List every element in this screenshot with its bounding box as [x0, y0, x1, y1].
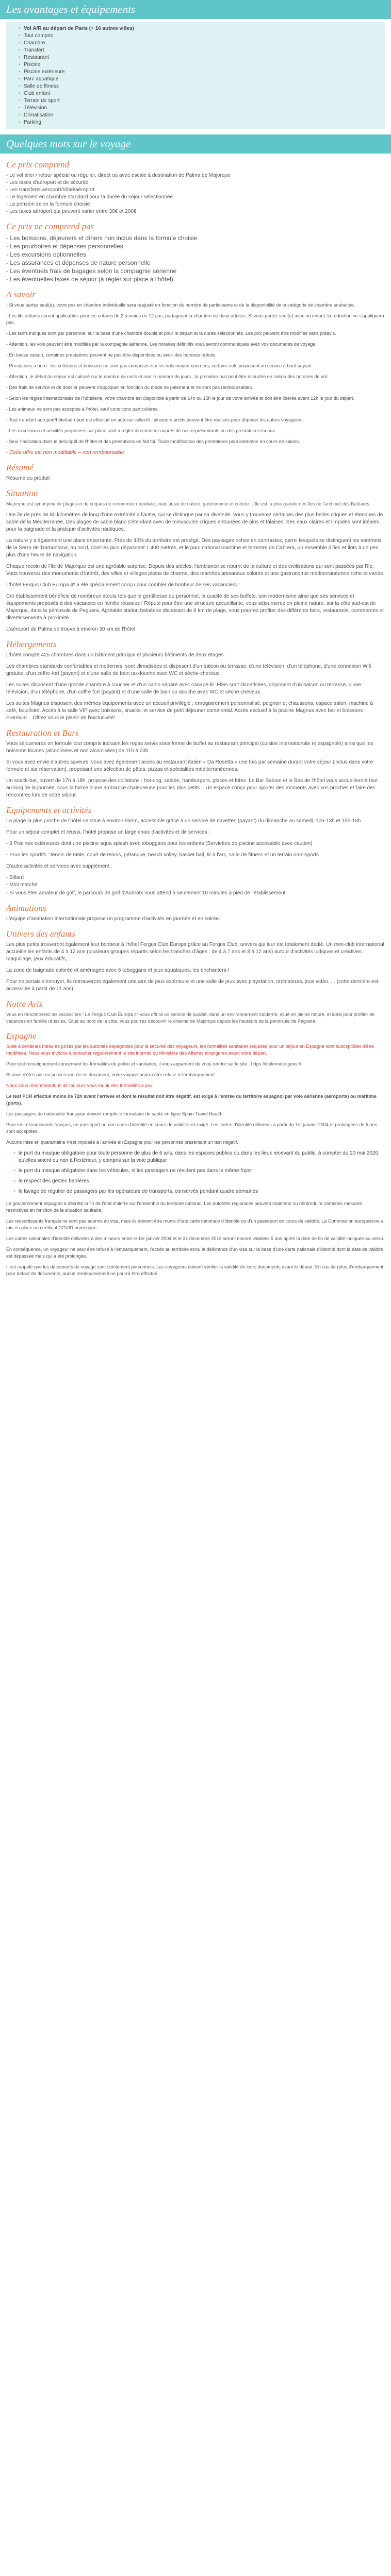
prix-ne-comprend-item: - Les excursions optionnelles [6, 251, 86, 258]
heading-notre-avis: Notre Avis [6, 999, 43, 1009]
prix-comprend-item: - La pension selon la formule choisie [6, 201, 90, 207]
espagne-after [6, 1200, 385, 1277]
notre-avis-text: Vous en rencontrerez les vacanciers ! Le Fergus Club Europa 4* vous offrira un service de qualité, dans un environnement moderne, situé en pleine nature, et idéal pour profiter de vacances en famille réussies. Situé au bord de la côte, vous pourrez découvrir le charme de Majorque depuis les hauteurs de la péninsule de Peguera. [6, 1012, 375, 1024]
prix-comprend-item: - Le logement en chambre standard pour la durée du séjour sélectionnée [6, 194, 173, 200]
univers-paragraph: La zone de baignade colorée et aménagée avec 6 toboggans et jeux aquatiques, les enchantera ! [6, 968, 230, 973]
avantage-item: • Salle de fitness [19, 83, 380, 90]
content-block [0, 160, 391, 1277]
univers-paragraph: Pour ne jamais s'ennuyer, ils retrouveront également une aire de jeux extérieure et une salle de jeux avec playstation, ordinateurs, jeux vidéo, ... (cette dernière est accessible à partir de 11 ans). [6, 979, 379, 992]
prix-ne-comprend-item: - Les assurances et dépenses de nature personnelle [6, 259, 151, 266]
espagne-bullets [6, 1150, 385, 1195]
avantage-item: • Restaurant [19, 54, 380, 61]
avantage-item: • Tout compris [19, 32, 380, 40]
situation-paragraph: La nature y a également une place importante. Près de 40% du territoire est protégé. Des paysages riches en contrastes, parmi lesquels se distinguent les sommets de la Serra de Tramuntana, au nord, dont les pics dépassent 1 400 mètres, et le parc national maritime et terrestre de Cabrera, un ensemble d'îles et îlots à un peu plus d'une heure de navigation. [6, 538, 382, 558]
situation-paragraph: L'hôtel Fergus Club Europa 4* a été spécialement conçu pour combler de bonheur de ses vacanciers ! [6, 582, 240, 588]
equipements-paragraph: - Mini marché [6, 882, 38, 888]
savoir-paragraph: - Les excursions et activités proposées sur place sont à régler directement auprès de nos représentants ou des prestataires locaux. [6, 428, 276, 433]
savoir-paragraph: - Seul l'indication dans le descriptif de l'hôtel et des prestations en fait foi. Toute modification des prestations peut intervenir en cours de saison. [6, 439, 300, 444]
savoir-paragraph: - Prestations à bord : les collations et boissons ne sont pas comprises sur les vols moyen-courriers, certains vols proposent un service à bord payant. [6, 363, 313, 368]
equipements-paragraph: - Si vous êtes amateur de golf, le parcours de golf d'Andratx vous attend à seulement 10 minutes à pied de l'établissement. [6, 890, 287, 896]
hebergements-paragraph: Les suites Magnus disposent des mêmes équipements avec un accueil privilégié : enregistrement personnalisé, peignoir et chaussons, espace salon, machine à café, bouilloire. Accès à la salle VIP avec boissons, snacks, et service de petit déjeuner continental. Accès exclusif à la piscine Magnus avec bar et boissons Premium ...Offrez vous le plaisir de l'exclusivité! [6, 701, 373, 721]
savoir-paragraph: - En basse saison, certaines prestations peuvent ne pas être disponibles ou avoir des horaires réduits. [6, 352, 217, 358]
animations-text: L'équipe d'animation internationale propose un programme d'activités en journée et en soirée. [6, 916, 220, 922]
heading-univers: Univers des enfants [6, 929, 76, 939]
savoir-paragraph: - Les animaux ne sont pas acceptés à l'hôtel, sauf conditions particulières. [6, 406, 159, 412]
heading-animations: Animations [6, 903, 46, 913]
hebergements-paragraph: Les chambres standards confortables et modernes, sont climatisées et disposent d'un balcon ou terrasse, d'une télévision, d'un téléphone, d'une connexion Wifi gratuite, d'un coffre-fort (payant) et d'une salle de bain ou douche avec WC et sèche-cheveux. [6, 664, 371, 676]
heading-espagne: Espagne [6, 1031, 37, 1041]
avantage-item: • Terrain de sport [19, 97, 380, 105]
heading-situation: Situation [6, 488, 38, 498]
equipements-paragraph: Pour un séjour complet et réussi, l'hôtel propose un large choix d'activités et de services : [6, 829, 210, 835]
univers-paragraph: Les plus petits trouveront également leur bonheur à l'hôtel Fergus Club Europa grâce au Fergus Club, univers qui leur est totalement dédié. Un mini-club international accueille les enfants de 4 à 12 ans (plusieurs groupes répartis selon les tranches d'âges : de 4 à 7 ans et 8 à 12 ans) autour d'activités ludiques et créatives : maquillage, jeux éducatifs,... [6, 942, 384, 962]
espagne-paragraph: Pour les ressortissants français, un passeport ou une carte d'identité en cours de validité est exigé. Les cartes d'identité délivrées à partir du 1er janvier 2004 et prolongées de 5 ans sont acceptées. [6, 1122, 377, 1134]
espagne-paragraph: Suite à certaines mesures prises par les autorités espagnoles pour la sécurité des voyageurs, les formalités sanitaires requises pour un séjour en Espagne sont susceptibles d'être modifiées. Nous vous invitons à consulter régulièrement le site internet du Ministère des Affaires étrangères avant votre départ. [6, 1044, 374, 1056]
prix-comprend-item: - Les taxes d'aéroport et de sécurité [6, 180, 89, 185]
espagne-after-paragraph: Les ressortissants français ne sont pas soumis au visa, mais ils doivent être munis d'une carte nationale d'identité ou d'un passeport en cours de validité. La Commission européenne a mis en place un certificat COVID numérique. [6, 1218, 384, 1230]
heading-restauration: Restauration et Bars [6, 728, 79, 738]
espagne-bullet: • le respect des gestes barrières [13, 1178, 385, 1185]
heading-resume: Résumé [6, 463, 34, 472]
prix-ne-comprend-item: - Les pourboires et dépenses personnelles [6, 243, 123, 250]
avantages-panel [6, 22, 385, 129]
espagne-closing-paragraph: Il est rappelé que les documents de voyage sont strictement personnels. Les voyageurs doivent vérifier la validité de leurs documents avant le départ. En cas de refus d'embarquement pour défaut de documents, aucun remboursement ne pourra être effectué. [6, 1264, 384, 1276]
espagne-paragraph: Nous vous recommandons de toujours vous munir des formalités à jour. [6, 1083, 154, 1088]
situation-paragraph: Une île de près de 80 kilomètres de long d'une extrémité à l'autre, qui se distingue par sa diversité. Vous y trouverez certaines des plus belles criques et étendues de sable de la Méditerranée. Des plages de sable blanc s'étendant avec de minuscules criques entourées de pins et falaises. Ses eaux claires et limpides sont idéales pour la baignade et la pratique d'activités nautiques. [6, 512, 383, 532]
savoir-paragraph: - Attention, les vols peuvent être modifiés par la compagnie aérienne. Les horaires définitifs vous seront communiqués avec vos documents de voyage. [6, 342, 317, 347]
avantage-item: • Piscine [19, 61, 380, 69]
hebergements-paragraph: Les suites disposent d'une grande chambre à coucher et d'un salon séparé avec canapé-lit. Elles sont climatisées, disposent d'un balcon ou terrasse, d'une télévision, d'un téléphone, d'un coffre fort (payant) et d'une salle de bain ou douche avec WC et sèche-cheveux. [6, 682, 362, 695]
equipements-paragraph: - Pour les sportifs : tennis de table, court de tennis, pétanque, beach volley, basket ball, tir à l'arc, salle de fitness et un terrain omnisports [6, 852, 319, 858]
situation-paragraph: L'aéroport de Palma se trouve à environ 30 km de l'hôtel. [6, 626, 137, 632]
avantage-item: • Télévision [19, 105, 380, 112]
savoir-paragraph: - Selon les règles internationales de l'hôtellerie, votre chambre est disponible à partir de 14h ou 15h le jour de votre arrivée et doit être libérée avant 12h le jour du départ. [6, 396, 355, 401]
prix-ne-comprend-item: - Les éventuelles taxes de séjour (à régler sur place à l'hôtel) [6, 276, 173, 283]
prix-ne-comprend-item: - Les éventuels frais de bagages selon la compagnie aérienne [6, 267, 177, 275]
resume-text: Résumé du produit [6, 476, 50, 481]
savoir-paragraph: - Les tarifs indiqués sont par personne, sur la base d'une chambre double et pour le départ et la durée sélectionnés. Les prix peuvent être modifiés sans préavis. [6, 331, 336, 336]
page [0, 0, 391, 1277]
heading-savoir: A savoir [6, 290, 36, 299]
heading-prix-ne-comprend: Ce prix ne comprend pas [6, 222, 94, 231]
avantage-item: • Chambre [19, 40, 380, 47]
savoir-warning: - Cette offre est non modifiable – non remboursable [6, 450, 124, 455]
prix-ne-comprend-list [6, 234, 385, 283]
espagne-bullet: • le lavage de régulier de passagers par les opérateurs de transports, conservés pendant quatre semaines [13, 1188, 385, 1195]
situation-paragraph: Cet établissement bénéficie de nombreux atouts tels que le gentillesse du personnel, la qualité de ses buffets, son modernisme ainsi que ses services et équipements proposés à des vacances en famille réussies ! Réputé pour être une structure accueillante, vous séjournerez en pleine nature, sur la côte sud-est de Majorque, dans la péninsule de Peguera. Agréable station balnéaire disposant de 8 km de plage, vous pourrez profiter des différents bars, restaurants, commerces et divertissements à proximité. [6, 594, 384, 621]
espagne-after-paragraph: Le gouvernement espagnol a décrété la fin de l'état d'alerte sur l'ensemble du territoire national. Les autorités régionales peuvent maintenir ou réintroduire certaines mesures restrictives en fonction de la situation sanitaire. [6, 1201, 362, 1213]
restauration-paragraph: Si vous avez envie d'autres saveurs, vous avez également accès au restaurant italien « Da Rosetta » une fois par semaine durant votre séjour (inclus dans votre formule et sur réservation), proposant une sélection de pâtes, pizzas et spécialités méditerranéennes. [6, 759, 373, 772]
section-banner-questions: Quelques mots sur le voyage [0, 134, 391, 154]
savoir-paragraph: - Si vous partez seul(e), votre prix en chambre individuelle sera réajusté en fonction du nombre de participants et de la disponibilité de la catégorie de chambre souhaitée. [6, 302, 355, 308]
espagne-paragraph: Si vous n'êtes pas en possession de ce document, votre voyage pourra être refusé à l'embarquement. [6, 1072, 216, 1077]
situation-paragraph: Majorque est synonyme de plages et de criques de renommée mondiale, mais aussi de nature, gastronomie et culture. L'île est la plus grande des îles de l'archipel des Baléares. [6, 501, 371, 506]
espagne-closing-paragraph: En conséquence, un voyageur ne peut être refusé à l'embarquement, l'accès au territoire et/ou la délivrance d'un visa sur la base d'une carte nationale d'identité dont la date de validité est dépassée mais qui a été prolongée. [6, 1247, 383, 1259]
equipements-paragraph: D'autre activités et services avec supplément : [6, 863, 112, 869]
prix-comprend-item: - Le vol aller / retour spécial ou régulier, direct ou avec escale à destination de Palma de Majorque [6, 173, 231, 178]
equipements-paragraph: - Billard [6, 875, 24, 880]
restauration-paragraph: Vous séjournerez en formule tout compris incluant les repas servis sous forme de buffet au restaurant principal (cuisine internationale et espagnole) ainsi que les boissons locales (alcoolisées et non alcoolisées) de 11h à 23h. [6, 741, 373, 754]
espagne-text [6, 1043, 385, 1146]
espagne-after-paragraph: Les cartes nationales d'identité délivrées à des mineurs entre le 1er janvier 2004 et le 31 décembre 2013 seront encore valables 5 ans après la date de fin de validité indiquée au verso. [6, 1236, 385, 1241]
prix-comprend-item: - Les transferts aéroport/hôtel/aéroport [6, 187, 95, 193]
heading-hebergements: Hébergements [6, 639, 57, 649]
heading-prix-comprend: Ce prix comprend [6, 160, 70, 170]
avantage-item: • Piscine extérieure [19, 69, 380, 76]
prix-ne-comprend-item: - Les boissons, déjeuners et dîners non inclus dans la formule choisie [6, 234, 198, 242]
avantage-item: • Climatisation [19, 112, 380, 119]
heading-equipements: Equipements et activités [6, 805, 92, 815]
avantage-item: • Vol A/R au départ de Paris (+ 16 autres villes) [19, 25, 380, 32]
espagne-bullet: • le port du masque obligatoire dans les véhicules, si les passagers ne résident pas dans le même foyer [13, 1167, 385, 1175]
savoir-paragraph: - Les lits enfants seront applicables pour les enfants de 2 à moins de 12 ans, partageant la chambre de deux adultes. Si vous partez seul(e) avec un enfant, la réduction ne s'appliquera pas. [6, 313, 384, 325]
avantage-item: • Club enfant [19, 90, 380, 97]
restauration-paragraph: Un snack-bar, ouvert de 17h à 18h, propose des collations : hot-dog, salade, hamburgers, glaces et frites. Le Bar Saloon et le Bas de l'hôtel vous accueilleront tout au long de la journée, sous la forme d'une ambiance chaleureuse pour les plus petits... Un espace conçu pour ajouter des moments avec vos proches et faire des rencontres lors de votre séjour. [6, 778, 378, 798]
savoir-paragraph: - Attention, le début du séjour est calculé sur le nombre de nuits et non le nombre de jours ; la première nuit peut être écourtée en raison des horaires de vol. [6, 374, 328, 379]
hebergements-paragraph: L'hôtel compte 425 chambres dans un bâtiment principal et plusieurs bâtiments de deux étages. [6, 652, 225, 658]
prix-comprend-list [6, 172, 385, 215]
savoir-paragraph: - Des frais de service et de dossier peuvent s'appliquer en fonction du mode de paiement et ne sont pas remboursables. [6, 385, 253, 390]
espagne-paragraph: Le test PCR effectué moins de 72h avant l'arrivée et dont le résultat doit être négatif, est exigé à l'entrée du territoire espagnol par voie aérienne (aéroports) ou maritime (ports). [6, 1094, 377, 1106]
espagne-paragraph: Pour tout renseignement concernant les formalités de police et sanitaires, il vous appartient de vous rendre sur le site : https://diplomatie.gouv.fr [6, 1061, 302, 1066]
avantage-item: • Parking [19, 119, 380, 126]
equipements-paragraph: La plage la plus proche de l'hôtel se situe à environ 950m, accessible grâce à un service de navettes (payant) du dimanche au samedi, 10h-13h et 15h-18h. [6, 818, 363, 824]
espagne-paragraph: Aucune mise en quarantaine n'est imposée à l'arrivée en Espagne pour les personnes présentant un test négatif. [6, 1140, 238, 1145]
avantage-item: • Transfert [19, 47, 380, 54]
equipements-paragraph: - 3 Piscines extérieures dont une piscine aqua splash avec toboggans pour les enfants (Serviettes de piscine accessible avec caution) [6, 841, 313, 846]
section-banner-avantages: Les avantages et équipements [0, 0, 391, 19]
prix-comprend-item: - Les taxes aéroport qui peuvent varier entre 30€ et 200€ [6, 209, 137, 214]
savoir-paragraph: - Tout transfert aéroport/hôtel/aéroport est effectué en autocar collectif ; plusieurs arrêts peuvent être réalisés pour déposer les autres voyageurs. [6, 417, 304, 422]
avantages-list [11, 25, 380, 126]
situation-paragraph: Chaque recoin de l'île de Majorque est une agréable surprise. Depuis des siècles, l'ambiance se nourrit de la culture et des civilisations qui sont passées par l'île. Vous trouverez des monuments d'intérêt, des villes et villages pleins de charme, des marchés artisanaux colorés et une gastronomie méditerranéenne riche et variée. [6, 564, 385, 577]
espagne-paragraph: Les passagers de nationalité française doivent remplir le formulaire de santé en ligne Spain Travel Health. [6, 1111, 224, 1116]
espagne-bullet: • le port du masque obligatoire pour toute personne de plus de 6 ans, dans les espaces publics ou dans les lieux recevant du public, à compter du 20 mai 2020, qu'elles soient ou non à l'extérieur, y compris sur la voie publique [13, 1150, 385, 1164]
avantage-item: • Parc aquatique [19, 76, 380, 83]
savoir-text [6, 302, 385, 445]
